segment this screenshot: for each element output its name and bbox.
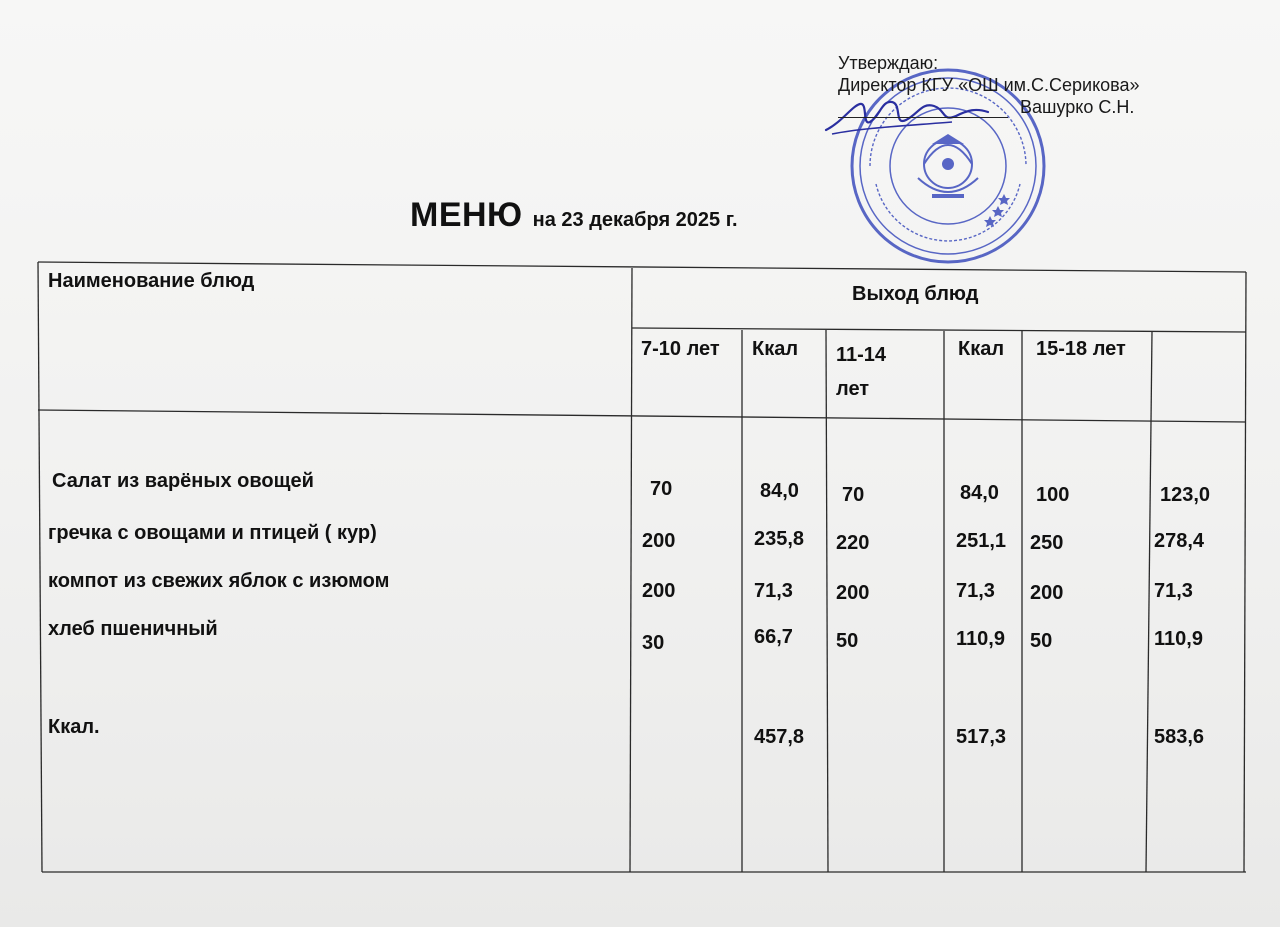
subheader-age-15-18: 15-18 лет	[1036, 338, 1126, 360]
subheader-kcal-2: Ккал	[958, 338, 1005, 360]
dish-output-7-10: 200	[642, 530, 676, 552]
dish-kcal-15-18: 278,4	[1154, 530, 1205, 552]
total-kcal-11-14: 517,3	[956, 726, 1007, 748]
dish-kcal-11-14: 251,1	[956, 530, 1007, 552]
dish-output-7-10: 70	[650, 478, 673, 500]
dish-name: компот из свежих яблок с изюмом	[48, 570, 390, 592]
dish-output-7-10: 200	[642, 580, 676, 602]
dish-output-7-10: 30	[642, 632, 665, 654]
subheader-age-11-14: 11-14 лет	[836, 344, 887, 400]
dish-kcal-11-14: 84,0	[960, 482, 999, 504]
total-kcal-7-10: 457,8	[754, 726, 805, 748]
page-title	[410, 196, 738, 235]
dish-kcal-7-10: 71,3	[754, 580, 793, 602]
dish-name: хлеб пшеничный	[48, 618, 218, 640]
dish-kcal-7-10: 235,8	[754, 528, 805, 550]
title-word: МЕНЮ	[410, 196, 523, 234]
total-kcal-15-18: 583,6	[1154, 726, 1205, 748]
dish-output-11-14: 200	[836, 582, 870, 604]
dish-kcal-11-14: 71,3	[956, 580, 995, 602]
dish-name: Салат из варёных овощей	[52, 470, 314, 492]
total-label: Ккал.	[48, 716, 100, 738]
director-name: Вашурко С.Н.	[1020, 97, 1135, 117]
dish-output-15-18: 200	[1030, 582, 1064, 604]
dish-kcal-15-18: 71,3	[1154, 580, 1193, 602]
dish-output-11-14: 70	[842, 484, 865, 506]
title-date: на 23 декабря 2025 г.	[532, 209, 738, 231]
dish-kcal-11-14: 110,9	[956, 628, 1005, 650]
dish-kcal-7-10: 84,0	[760, 480, 799, 502]
dish-output-11-14: 50	[836, 630, 859, 652]
signature-line	[838, 117, 1008, 118]
dish-name: гречка с овощами и птицей ( кур)	[48, 522, 377, 544]
dish-kcal-15-18: 110,9	[1154, 628, 1203, 650]
header-output: Выход блюд	[852, 283, 979, 305]
dish-output-15-18: 250	[1030, 532, 1064, 554]
dish-kcal-15-18: 123,0	[1160, 484, 1211, 506]
dish-output-11-14: 220	[836, 532, 870, 554]
dish-output-15-18: 100	[1036, 484, 1070, 506]
approval-line-2: Директор КГУ «ОШ им.С.Серикова»	[838, 75, 1140, 95]
dish-kcal-7-10: 66,7	[754, 626, 793, 648]
dish-output-15-18: 50	[1030, 630, 1053, 652]
subheader-age-7-10: 7-10 лет	[641, 338, 720, 360]
approval-line-3	[838, 96, 1140, 118]
subheader-kcal-1: Ккал	[752, 338, 799, 360]
header-dish-name: Наименование блюд	[48, 270, 255, 292]
approval-block	[838, 52, 1140, 118]
approval-line-1: Утверждаю:	[838, 53, 939, 73]
